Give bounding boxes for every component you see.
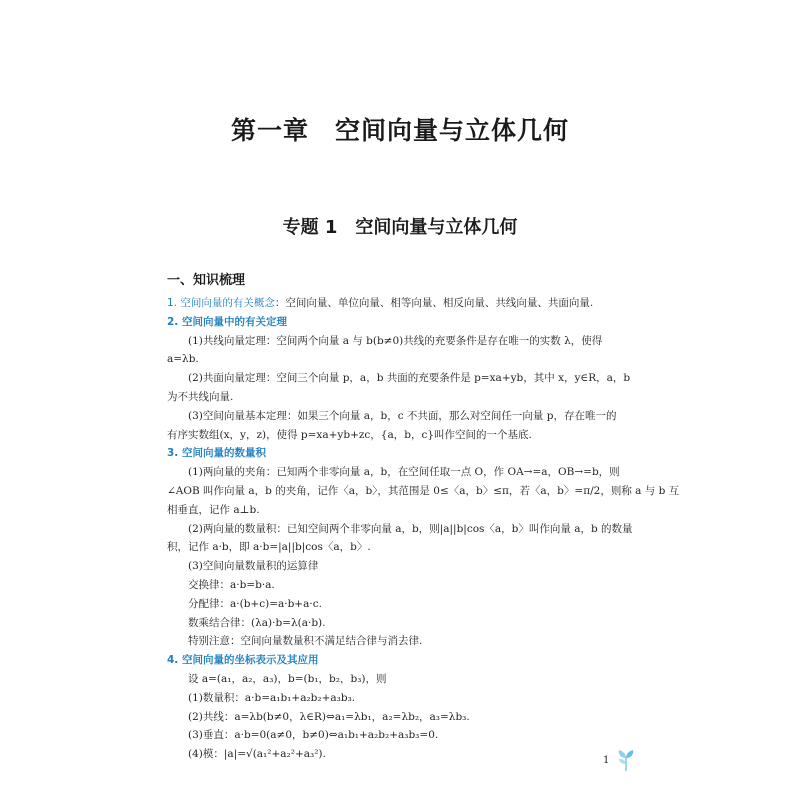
page-number: 1: [603, 755, 610, 766]
text-line: (3)空间向量数量积的运算律: [188, 560, 319, 573]
text-line: 数乘结合律：(λa)·b=λ(a·b).: [188, 616, 326, 629]
text-line: (1)两向量的夹角：已知两个非零向量 a，b，在空间任取一点 O，作 OA→=a，OB→=b，则: [188, 466, 620, 479]
text-line: 相垂直，记作 a⊥b.: [167, 503, 260, 516]
subsection-heading: [167, 444, 637, 463]
document-body: [167, 294, 680, 764]
page-footer: [560, 749, 640, 779]
subsection-heading-text: 3. 空间向量的数量积: [167, 447, 266, 460]
text-line: (1)共线向量定理：空间两个向量 a 与 b(b≠0)共线的充要条件是存在唯一的实数 λ，使得: [188, 334, 603, 347]
text-line: (2)共面向量定理：空间三个向量 p，a，b 共面的充要条件是 p=xa+yb，其中 x，y∈R，a，b: [188, 372, 631, 385]
chapter-title: 第一章 空间向量与立体几何: [230, 116, 569, 145]
subsection-heading-text: 4. 空间向量的坐标表示及其应用: [167, 654, 319, 667]
line-text: ：空间向量、单位向量、相等向量、相反向量、共线向量、共面向量.: [274, 297, 594, 309]
text-line: 分配律：a·(b+c)=a·b+a·c.: [188, 597, 322, 610]
text-line: (2)两向量的数量积：已知空间两个非零向量 a，b，则|a||b|cos〈a，b〉叫作向量 a，b 的数量: [188, 522, 633, 535]
subsection-label: 1. 空间向量的有关概念: [167, 297, 275, 309]
text-line: (4)模：|a|=√(a₁²+a₂²+a₃²).: [188, 748, 326, 761]
text-line: [167, 294, 637, 313]
text-line: ∠AOB 叫作向量 a，b 的夹角，记作〈a，b〉，其范围是 0≤〈a，b〉≤π，若〈a，b〉=π/2，则称 a 与 b 互: [167, 484, 680, 497]
subsection-heading: [167, 651, 637, 670]
text-line: 设 a=(a₁，a₂，a₃)，b=(b₁，b₂，b₃)，则: [188, 672, 387, 685]
section-heading: 一、知识梳理: [167, 273, 246, 288]
topic-title: 专题 1 空间向量与立体几何: [282, 217, 518, 238]
text-line: (3)垂直：a·b=0(a≠0，b≠0)⇔a₁b₁+a₂b₂+a₃b₃=0.: [188, 729, 439, 742]
text-line: 积，记作 a·b，即 a·b=|a||b|cos〈a，b〉.: [167, 541, 371, 554]
text-line: (1)数量积：a·b=a₁b₁+a₂b₂+a₃b₃.: [188, 691, 356, 704]
text-line: 为不共线向量.: [167, 390, 234, 403]
leaf-icon: [616, 749, 636, 773]
text-line: 交换律：a·b=b·a.: [188, 578, 275, 591]
text-line: 特别注意：空间向量数量积不满足结合律与消去律.: [188, 635, 423, 648]
text-line: 有序实数组(x，y，z)，使得 p=xa+yb+zc，{a，b，c}叫作空间的一个基底.: [167, 428, 532, 441]
subsection-heading-text: 2. 空间向量中的有关定理: [167, 315, 287, 328]
text-line: (2)共线：a=λb(b≠0，λ∈R)⇔a₁=λb₁，a₂=λb₂，a₃=λb₃.: [188, 710, 470, 723]
text-line: a=λb.: [167, 353, 199, 366]
subsection-heading: [167, 313, 637, 332]
text-line: (3)空间向量基本定理：如果三个向量 a，b，c 不共面，那么对空间任一向量 p，存在唯一的: [188, 409, 617, 422]
